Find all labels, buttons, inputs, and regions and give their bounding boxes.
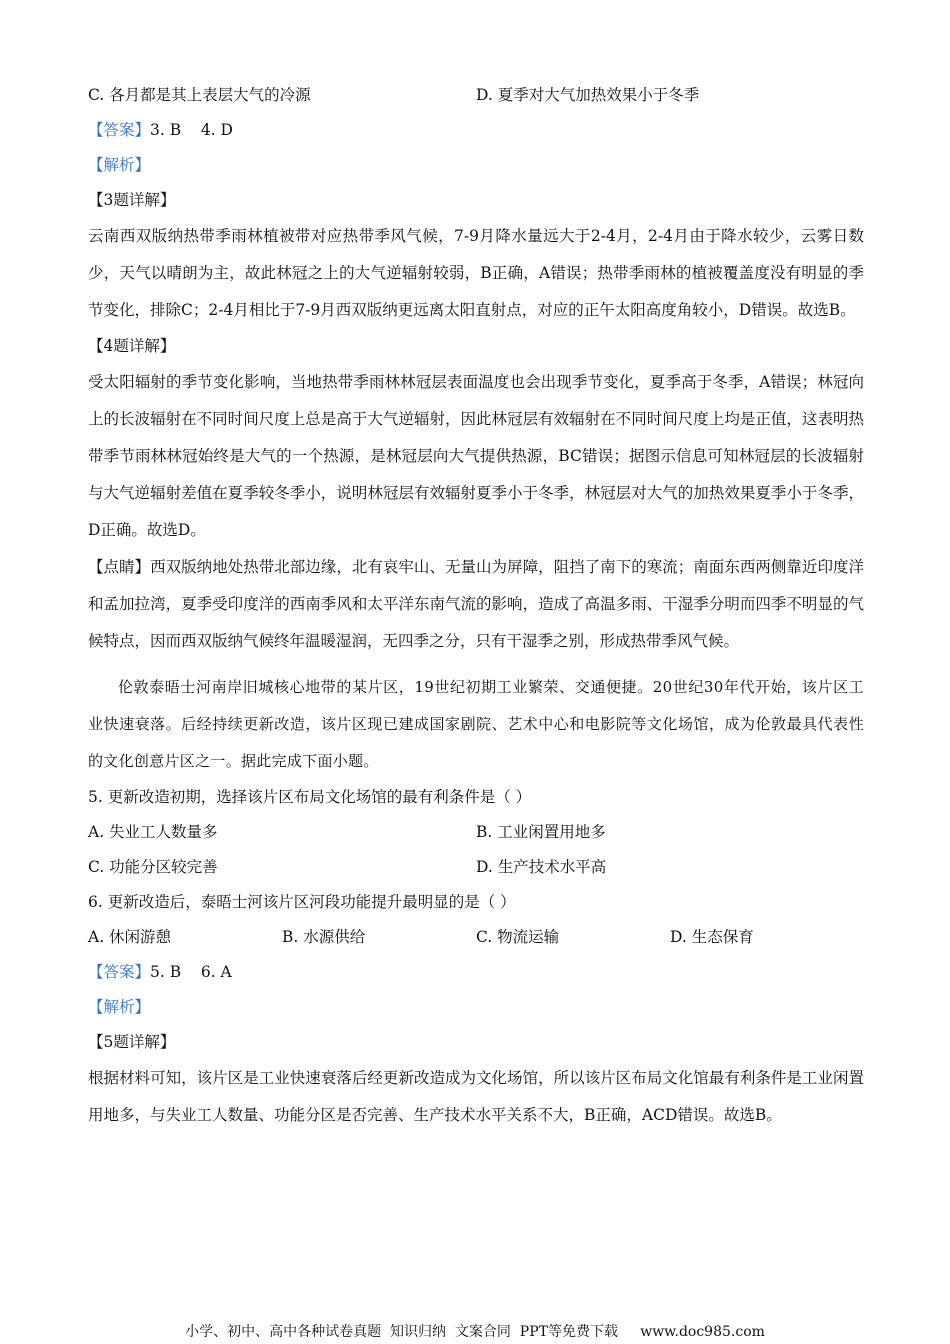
document-page xyxy=(88,78,864,1134)
q5-option-b: B. 工业闲置用地多 xyxy=(476,823,606,841)
q3-detail-text: 云南西双版纳热带季雨林植被带对应热带季风气候，7-9月降水量远大于2-4月，2-4月由于降水较少，云雾日数少，天气以晴朗为主，故此林冠之上的大气逆辐射较弱，B正确，A错误；热带季雨林的植被覆盖度没有明显的季节变化，排除C；2-4月相比于7-9月西双版纳更远离太阳直射点，对应的正午太阳高度角较小，D错误。故选B。 xyxy=(88,227,864,319)
dianjing-tag: 【点睛】 xyxy=(88,558,151,576)
q5-detail-text: 根据材料可知，该片区是工业快速衰落后经更新改造成为文化场馆，所以该片区布局文化馆最有利条件是工业闲置用地多，与失业工人数量、功能分区是否完善、生产技术水平关系不大，B正确，ACD错误。故选B。 xyxy=(88,1069,864,1124)
analysis-heading-2 xyxy=(88,990,864,1025)
q6-option-c: C. 物流运输 xyxy=(476,928,560,946)
analysis-heading-1 xyxy=(88,148,864,183)
q5-options-ab xyxy=(88,815,864,850)
q6-option-a: A. 休闲游憩 xyxy=(88,928,172,946)
q6-options xyxy=(88,920,864,955)
answer-3-4 xyxy=(88,113,864,148)
answer-text-2: 5. B 6. A xyxy=(150,963,232,981)
q6-option-b: B. 水源供给 xyxy=(282,928,366,946)
q4-option-c: C. 各月都是其上表层大气的冷源 xyxy=(88,86,311,104)
dianjing-paragraph xyxy=(88,549,864,660)
answer-text: 3. B 4. D xyxy=(150,121,233,139)
q5-option-d: D. 生产技术水平高 xyxy=(476,858,607,876)
q6-option-d: D. 生态保育 xyxy=(670,928,754,946)
answer-tag: 【答案】 xyxy=(88,121,151,139)
q5-options-cd xyxy=(88,850,864,885)
page-footer: 小学、初中、高中各种试卷真题 知识归纳 文案合同 PPT等免费下载 www.doc985.com xyxy=(185,1324,765,1340)
q5-stem: 5. 更新改造初期，选择该片区布局文化场馆的最有利条件是（ ） xyxy=(88,788,532,806)
q5-option-c: C. 功能分区较完善 xyxy=(88,858,218,876)
q4-option-d: D. 夏季对大气加热效果小于冬季 xyxy=(476,86,700,104)
answer-5-6 xyxy=(88,955,864,990)
dianjing-text: 西双版纳地处热带北部边缘，北有哀牢山、无量山为屏障，阻挡了南下的寒流；南面东西两侧靠近印度洋和孟加拉湾，夏季受印度洋的西南季风和太平洋东南气流的影响，造成了高温多雨、干湿季分明而四季不明显的气候特点，因而西双版纳气候终年温暖湿润，无四季之分，只有干湿季之别，形成热带季风气候。 xyxy=(88,558,864,650)
analysis-tag: 【解析】 xyxy=(88,156,151,174)
q3-detail-heading: 【3题详解】 xyxy=(88,191,176,209)
material-paragraph: 伦敦泰晤士河南岸旧城核心地带的某片区，19世纪初期工业繁荣、交通便捷。20世纪30年代开始，该片区工业快速衰落。后经持续更新改造，该片区现已建成国家剧院、艺术中心和电影院等文化场馆，成为伦敦最具代表性的文化创意片区之一。据此完成下面小题。 xyxy=(88,678,864,770)
q4-detail-heading: 【4题详解】 xyxy=(88,337,176,355)
q5-detail-heading: 【5题详解】 xyxy=(88,1033,176,1051)
answer-tag-2: 【答案】 xyxy=(88,963,151,981)
q5-option-a: A. 失业工人数量多 xyxy=(88,823,218,841)
q6-stem: 6. 更新改造后，泰晤士河该片区河段功能提升最明显的是（ ） xyxy=(88,893,516,911)
q4-detail-text: 受太阳辐射的季节变化影响，当地热带季雨林林冠层表面温度也会出现季节变化，夏季高于冬季，A错误；林冠向上的长波辐射在不同时间尺度上总是高于大气逆辐射，因此林冠层有效辐射在不同时间尺度上均是正值，这表明热带季节雨林林冠始终是大气的一个热源，是林冠层向大气提供热源，BC错误；据图示信息可知林冠层的长波辐射与大气逆辐射差值在夏季较冬季小，说明林冠层有效辐射夏季小于冬季，林冠层对大气的加热效果夏季小于冬季，D正确。故选D。 xyxy=(88,373,864,539)
q4-options-cd xyxy=(88,78,864,113)
analysis-tag-2: 【解析】 xyxy=(88,998,151,1016)
